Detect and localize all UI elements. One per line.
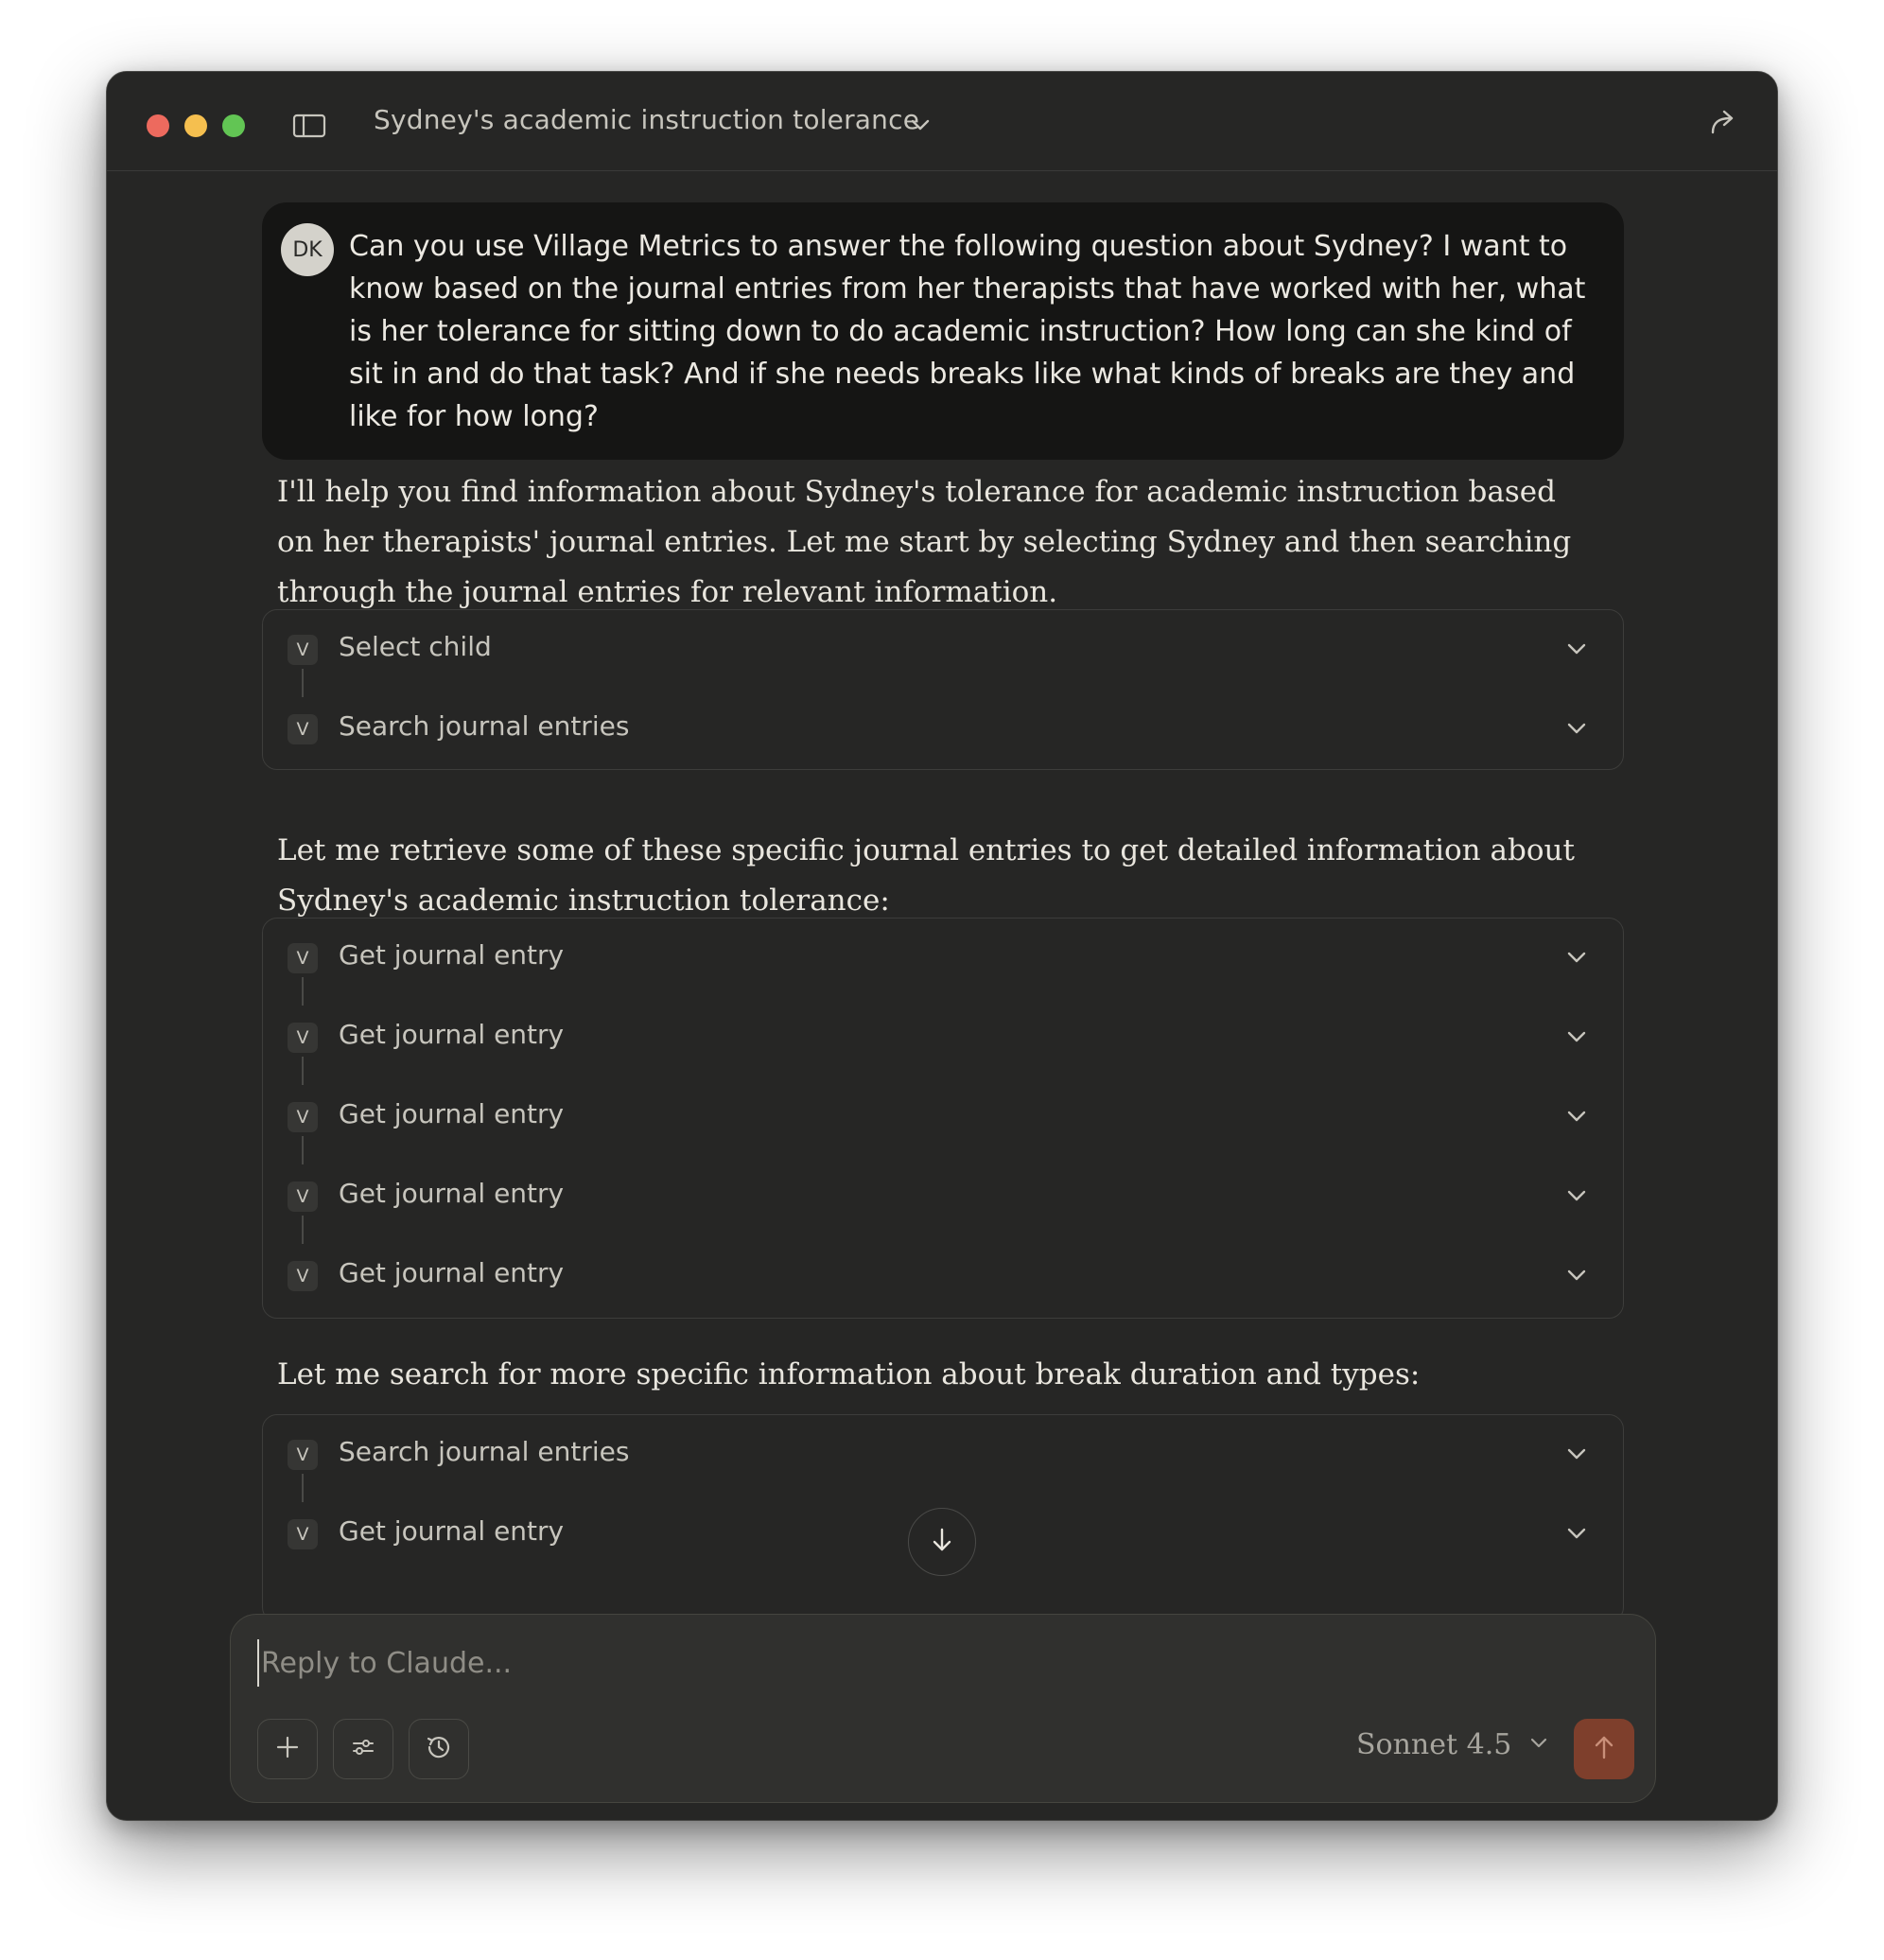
- sidebar-icon[interactable]: [292, 113, 326, 139]
- add-button[interactable]: [257, 1719, 318, 1779]
- chevron-down-icon[interactable]: [1562, 714, 1591, 743]
- tool-call-label: Search journal entries: [339, 1436, 630, 1467]
- tool-call-group: [262, 918, 1624, 1319]
- chevron-down-icon[interactable]: [905, 110, 935, 140]
- chevron-down-icon[interactable]: [1562, 1261, 1591, 1289]
- tool-call-get-journal-entry[interactable]: [263, 1157, 1623, 1236]
- close-window-button[interactable]: [147, 114, 169, 137]
- user-message-text: Can you use Village Metrics to answer the following question about Sydney? I want to know based on the journal entries from her therapists that have worked with her, what is her tolerance for sitting down to do academic instruction? How long can she kind of sit in and do that task? And if she needs breaks like what kinds of breaks are they and like for how long?: [349, 230, 1586, 433]
- assistant-paragraph: Let me search for more specific information about break duration and types:: [277, 1357, 1421, 1391]
- tool-call-group: [262, 609, 1624, 770]
- conversation-area: [107, 172, 1777, 1686]
- tool-call-get-journal-entry[interactable]: [263, 998, 1623, 1077]
- tool-call-search-journal-entries[interactable]: [263, 690, 1623, 769]
- village-metrics-icon: V: [288, 943, 318, 973]
- share-icon[interactable]: [1705, 104, 1743, 142]
- model-name: Sonnet 4.5: [1356, 1728, 1512, 1761]
- assistant-paragraph: I'll help you find information about Sydney's tolerance for academic instruction based on her therapists' journal entries. Let me start by selecting Sydney and then searching through the journal entries for relevant information.: [277, 475, 1572, 609]
- village-metrics-icon: V: [288, 635, 318, 665]
- tool-call-label: Get journal entry: [339, 1019, 565, 1050]
- arrow-down-icon: [927, 1525, 957, 1560]
- tool-call-label: Get journal entry: [339, 1178, 565, 1209]
- chevron-down-icon[interactable]: [1562, 943, 1591, 971]
- village-metrics-icon: V: [288, 1519, 318, 1549]
- tool-call-label: Get journal entry: [339, 1515, 565, 1547]
- chevron-down-icon[interactable]: [1562, 1102, 1591, 1130]
- user-message: [262, 202, 1624, 460]
- tool-call-label: Get journal entry: [339, 1098, 565, 1129]
- minimize-window-button[interactable]: [184, 114, 207, 137]
- tool-call-get-journal-entry[interactable]: [263, 1077, 1623, 1157]
- tool-call-label: Get journal entry: [339, 1257, 565, 1288]
- title-bar: [107, 72, 1777, 171]
- village-metrics-icon: V: [288, 1181, 318, 1212]
- sliders-icon: [349, 1733, 377, 1766]
- tool-call-select-child[interactable]: [263, 610, 1623, 690]
- history-button[interactable]: [409, 1719, 469, 1779]
- tool-call-get-journal-entry[interactable]: [263, 919, 1623, 998]
- send-button[interactable]: [1574, 1719, 1634, 1779]
- tools-button[interactable]: [333, 1719, 393, 1779]
- clock-icon: [424, 1732, 454, 1767]
- tool-call-label: Get journal entry: [339, 939, 565, 971]
- chevron-down-icon[interactable]: [1562, 1440, 1591, 1468]
- zoom-window-button[interactable]: [222, 114, 245, 137]
- village-metrics-icon: V: [288, 714, 318, 744]
- app-window: [106, 71, 1778, 1821]
- chevron-down-icon[interactable]: [1562, 1023, 1591, 1051]
- village-metrics-icon: V: [288, 1261, 318, 1291]
- chevron-down-icon[interactable]: [1562, 1519, 1591, 1548]
- village-metrics-icon: V: [288, 1440, 318, 1470]
- chevron-down-icon[interactable]: [1562, 1181, 1591, 1210]
- model-selector[interactable]: [1356, 1728, 1551, 1761]
- tool-call-get-journal-entry[interactable]: [263, 1236, 1623, 1316]
- tool-call-label: Search journal entries: [339, 710, 630, 742]
- tool-call-search-journal-entries[interactable]: [263, 1415, 1623, 1495]
- chevron-down-icon[interactable]: [1562, 635, 1591, 663]
- chevron-down-icon: [1526, 1730, 1551, 1759]
- composer: [230, 1614, 1656, 1803]
- village-metrics-icon: V: [288, 1023, 318, 1053]
- assistant-paragraph: Let me retrieve some of these specific journal entries to get detailed information about Sydney's academic instruction tolerance:: [277, 833, 1575, 918]
- tool-call-label: Select child: [339, 631, 492, 662]
- avatar: DK: [281, 223, 334, 276]
- arrow-up-icon: [1590, 1733, 1618, 1766]
- reply-input[interactable]: [257, 1639, 1392, 1687]
- village-metrics-icon: V: [288, 1102, 318, 1132]
- plus-icon: [273, 1733, 302, 1766]
- conversation-title[interactable]: Sydney's academic instruction tolerance: [374, 104, 920, 135]
- scroll-to-bottom-button[interactable]: [908, 1508, 976, 1576]
